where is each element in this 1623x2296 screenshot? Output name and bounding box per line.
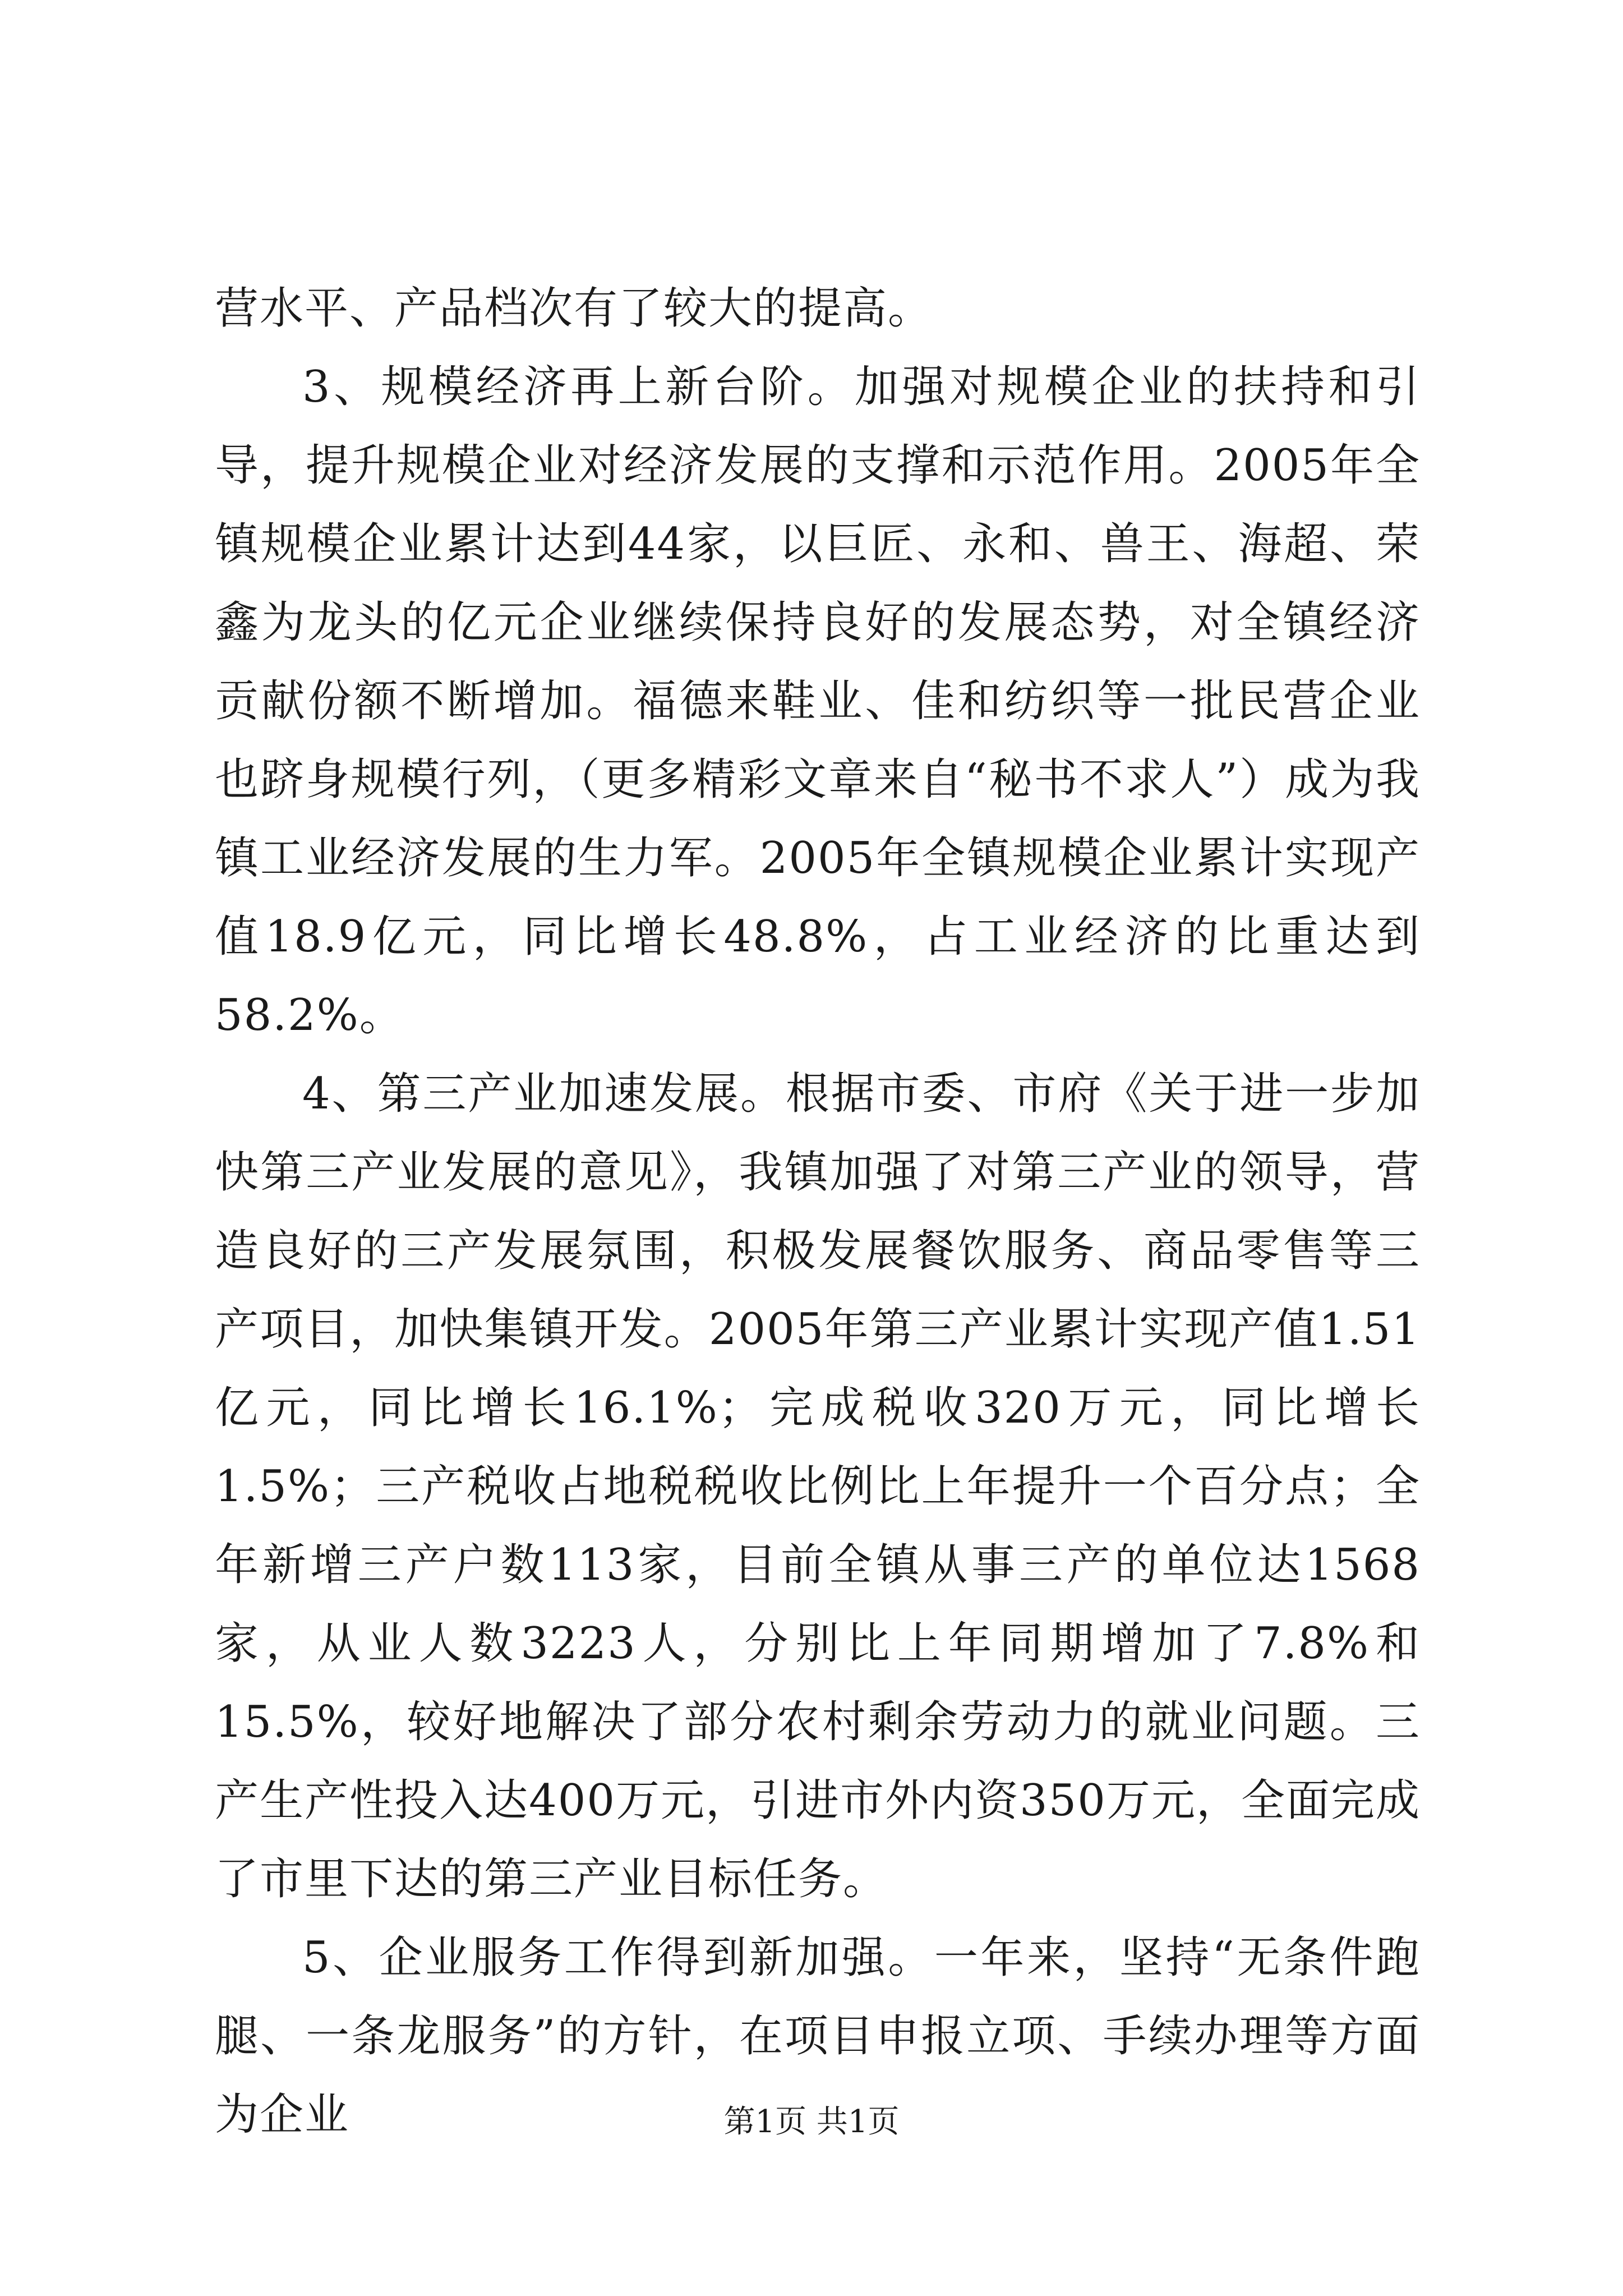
document-body xyxy=(215,269,1421,2154)
paragraph-item-3: 3、规模经济再上新台阶。加强对规模企业的扶持和引导，提升规模企业对经济发展的支撑和示范作用。2005年全镇规模企业累计达到44家，以巨匠、永和、兽王、海超、荣鑫为龙头的亿元企业继续保持良好的发展态势，对全镇经济贡献份额不断增加。福德来鞋业、佳和纺织等一批民营企业也跻身规模行列，（更多精彩文章来自“秘书不求人”）成为我镇工业经济发展的生力军。2005年全镇规模企业累计实现产值18.9亿元，同比增长48.8%，占工业经济的比重达到58.2%。 xyxy=(215,362,1421,1041)
paragraph-continuation: 营水平、产品档次有了较大的提高。 xyxy=(215,283,933,334)
page-footer: 第1页 共1页 xyxy=(723,2104,900,2140)
paragraph-item-4: 4、第三产业加速发展。根据市委、市府《关于进一步加快第三产业发展的意见》，我镇加强了对第三产业的领导，营造良好的三产发展氛围，积极发展餐饮服务、商品零售等三产项目，加快集镇开发。2005年第三产业累计实现产值1.51亿元，同比增长16.1%；完成税收320万元，同比增长1.5%；三产税收占地税税收比例比上年提升一个百分点；全年新增三产户数113家，目前全镇从事三产的单位达1568家，从业人数3223人，分别比上年同期增加了7.8%和15.5%，较好地解决了部分农村剩余劳动力的就业问题。三产生产性投入达400万元，引进市外内资350万元，全面完成了市里下达的第三产业目标任务。 xyxy=(215,1069,1421,1904)
paragraph-item-5: 5、企业服务工作得到新加强。一年来，坚持“无条件跑腿、一条龙服务”的方针，在项目申报立项、手续办理等方面为企业 xyxy=(215,1932,1421,2140)
